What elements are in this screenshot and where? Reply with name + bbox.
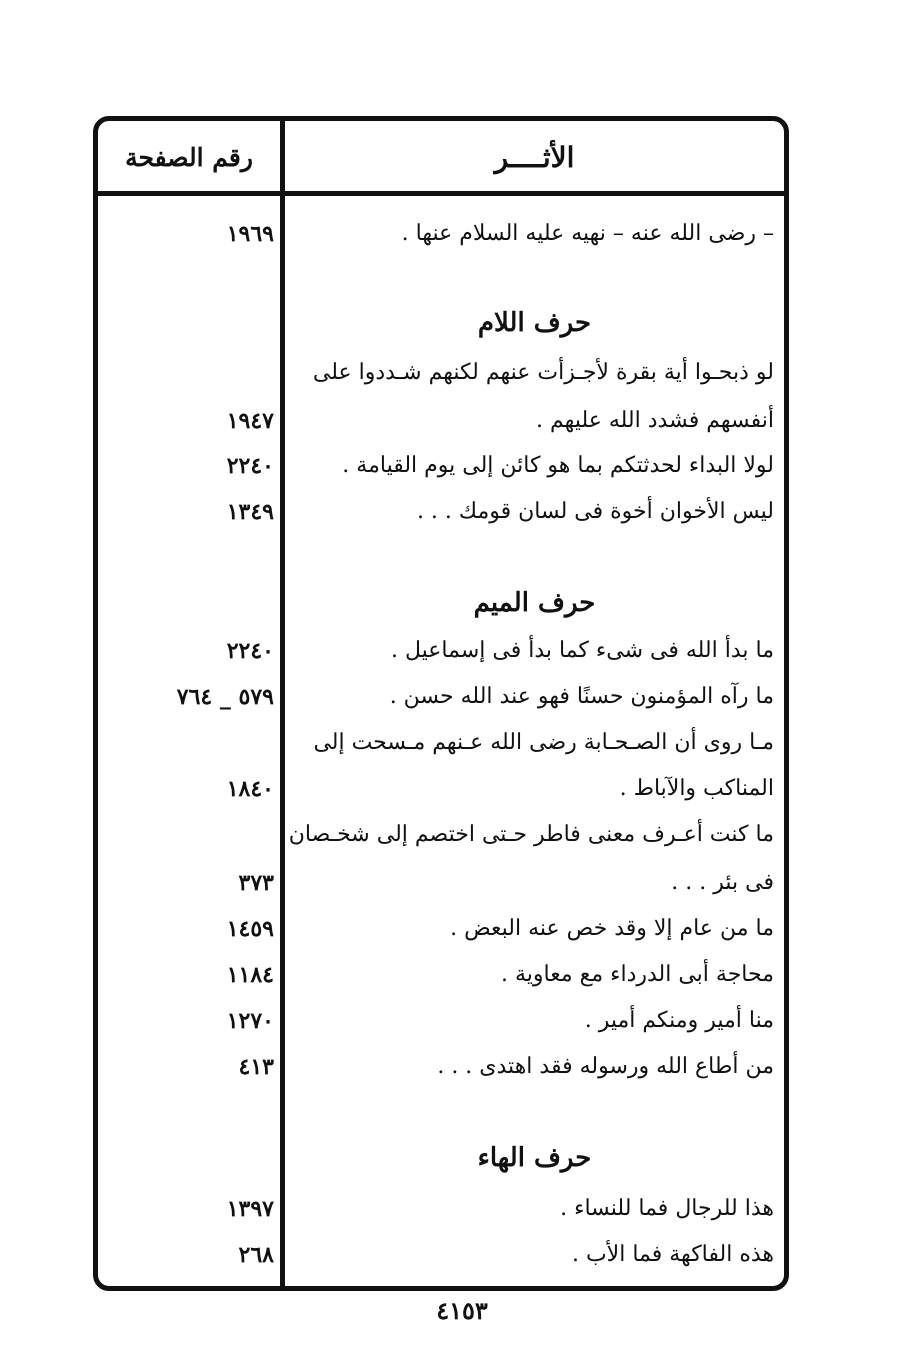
row-page: ٣٧٣ [238,870,274,896]
row-page: ١٩٦٩ [226,221,274,247]
row-page: ١٣٤٩ [226,499,274,525]
row-page: ١٨٤٠ [226,776,274,802]
index-table [93,116,789,1291]
row-text: ما رآه المؤمنون حسنًا فهو عند الله حسن . [389,684,774,709]
table-row [98,860,784,906]
row-text: – رضى الله عنه – نهيه عليه السلام عنها . [401,221,774,246]
row-text: لو ذبحـوا أية بقرة لأجـزأت عنهم لكنهم شـددوا على [312,360,774,385]
row-text: ما بدأ الله فى شىء كما بدأ فى إسماعيل . [391,638,774,663]
row-text: المناكب والآباط . [619,776,774,801]
table-row [98,443,784,489]
row-text: هذه الفاكهة فما الأب . [571,1242,774,1267]
table-row [98,906,784,952]
row-page: ١٩٤٧ [226,408,274,434]
table-row [98,1232,784,1278]
row-page: ١٢٧٠ [226,1008,274,1034]
row-page: ٢٦٨ [238,1242,274,1268]
row-page: ١١٨٤ [226,962,274,988]
page-number: ٤١٥٣ [436,1296,488,1325]
row-page: ١٣٩٧ [226,1196,274,1222]
table-row [98,628,784,674]
row-text: ما كنت أعـرف معنى فاطر حـتى اختصم إلى شخـصان [288,822,774,847]
row-text: أنفسهم فشدد الله عليهم . [536,408,774,433]
row-text: منا أمير ومنكم أمير . [584,1008,774,1033]
row-page: ٥٧٩ _ ٧٦٤ [176,684,274,710]
table-row [98,952,784,998]
header-athar: الأثــــر [494,141,575,174]
table-row [98,674,784,720]
row-text: لولا البداء لحدثتكم بما هو كائن إلى يوم القيامة . [342,453,774,478]
table-row [98,489,784,535]
header-rule [98,191,784,196]
section-heading-mim: حرف الميم [473,588,596,618]
section-heading-lam: حرف اللام [477,308,592,338]
section-heading-ha: حرف الهاء [477,1143,592,1173]
table-row [98,766,784,812]
row-page: ١٤٥٩ [226,916,274,942]
table-row [98,1044,784,1090]
row-page: ٤١٣ [238,1054,274,1080]
row-text: ما من عام إلا وقد خص عنه البعض . [450,916,774,941]
row-text: فى بئر . . . [671,870,774,895]
row-text: ليس الأخوان أخوة فى لسان قومك . . . [416,499,774,524]
table-row [98,720,784,766]
row-page: ٢٢٤٠ [226,638,274,664]
row-text: مـا روى أن الصـحـابة رضى الله عـنهم مـسحت إلى [313,730,774,755]
table-row [98,998,784,1044]
row-page: ٢٢٤٠ [226,453,274,479]
table-row [98,350,784,396]
row-text: من أطاع الله ورسوله فقد اهتدى . . . [437,1054,774,1079]
row-text: محاجة أبى الدرداء مع معاوية . [501,962,774,987]
table-row [98,812,784,858]
row-text: هذا للرجال فما للنساء . [560,1196,774,1221]
table-row [98,1186,784,1232]
table-row [98,211,784,257]
table-row [98,398,784,444]
header-page-number: رقم الصفحة [125,143,253,172]
